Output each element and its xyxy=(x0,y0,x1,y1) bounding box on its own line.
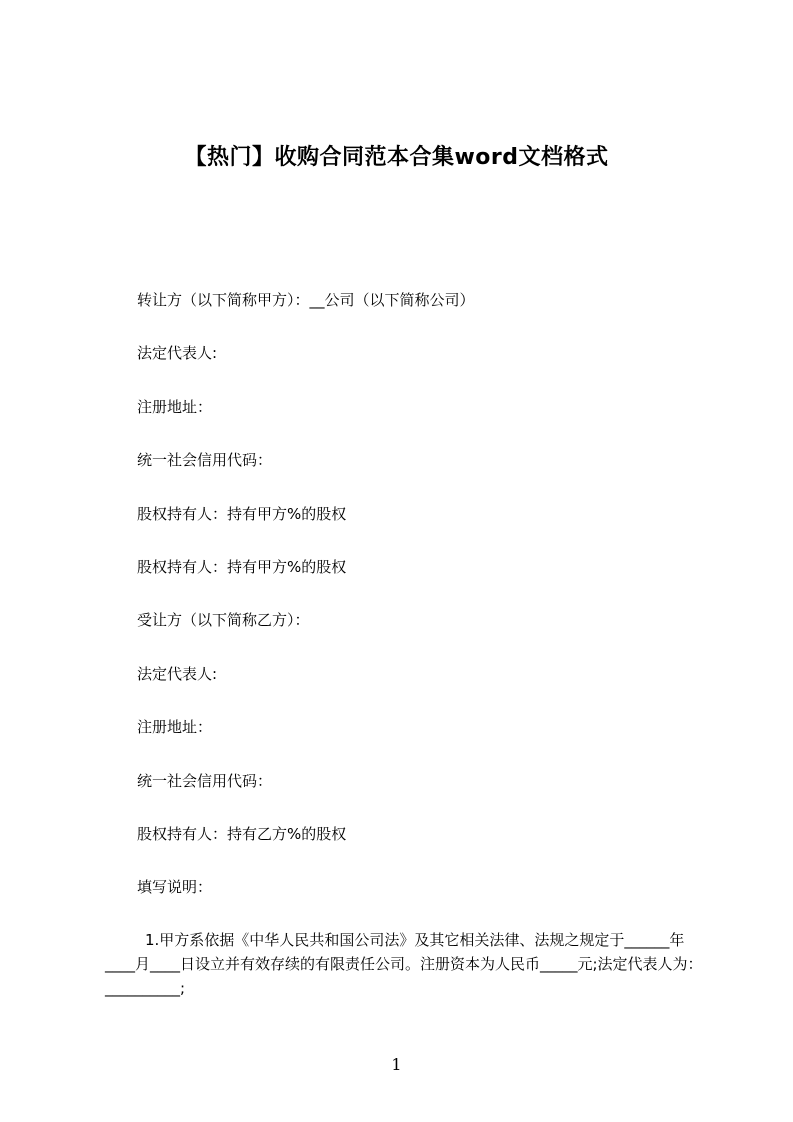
field-shareholder-a-1: 股权持有人：持有甲方%的股权 xyxy=(137,505,347,523)
clause-paragraph-1: 1.甲方系依据《中华人民共和国公司法》及其它相关法律、法规之规定于______年____月____日设立并有效存续的有限责任公司。注册资本为人民币_____元;法定代表人为：__________; xyxy=(105,931,703,997)
field-transferor: 转让方（以下简称甲方）：__公司（以下简称公司） xyxy=(137,291,475,309)
field-legal-rep-a: 法定代表人: xyxy=(137,344,218,362)
field-instructions: 填写说明： xyxy=(137,878,213,896)
field-shareholder-a-2: 股权持有人：持有甲方%的股权 xyxy=(137,558,347,576)
field-shareholder-b: 股权持有人：持有乙方%的股权 xyxy=(137,825,347,843)
page-number: 1 xyxy=(391,1055,402,1074)
field-address-a: 注册地址： xyxy=(137,398,213,416)
field-legal-rep-b: 法定代表人: xyxy=(137,665,218,683)
field-credit-code-a: 统一社会信用代码： xyxy=(137,451,273,469)
document-title: 【热门】收购合同范本合集word文档格式 xyxy=(184,145,609,170)
field-transferee: 受让方（以下简称乙方）： xyxy=(137,611,310,629)
field-credit-code-b: 统一社会信用代码： xyxy=(137,772,273,790)
field-address-b: 注册地址： xyxy=(137,718,213,736)
